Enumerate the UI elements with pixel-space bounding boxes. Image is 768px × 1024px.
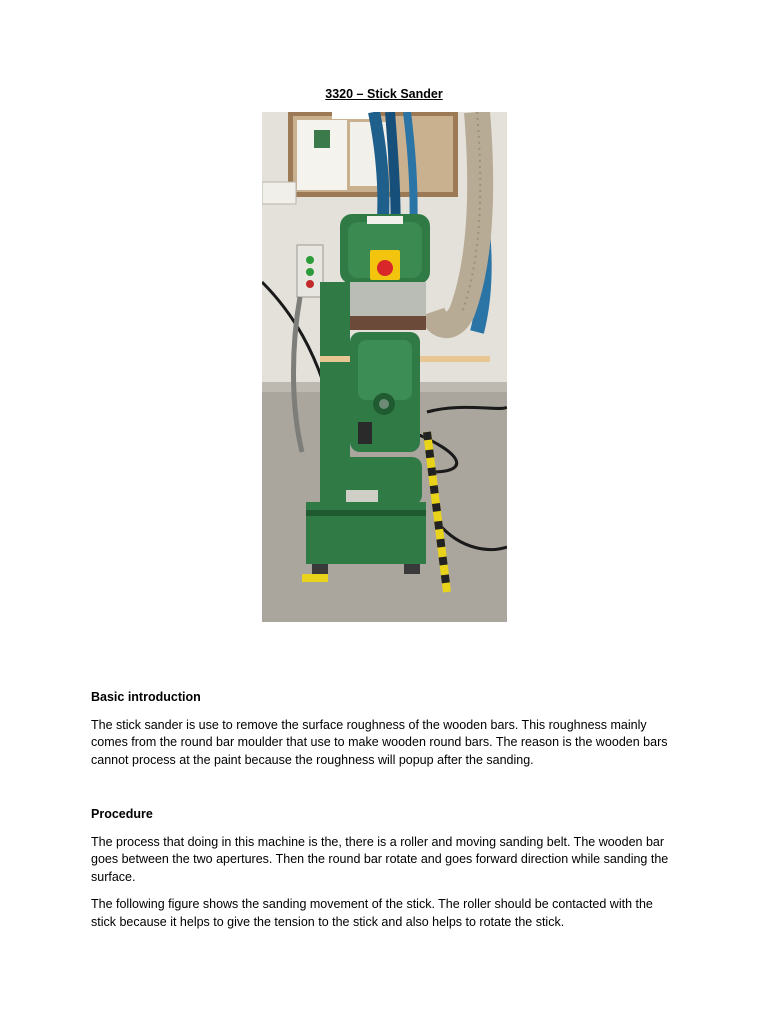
paragraph: The process that doing in this machine is the, there is a roller and moving sanding belt. The wooden bar goes between the two apertures. Then the round bar rotate and goes forward direction while sanding the surface.	[91, 834, 669, 884]
stick-sander-photo	[262, 112, 507, 622]
section-heading: Basic introduction	[91, 690, 201, 704]
paragraph: The stick sander is use to remove the surface roughness of the wooden bars. This roughness mainly comes from the round bar moulder that use to make wooden round bars. The reason is the wooden bars cannot process at the paint because the roughness will popup after the sanding.	[91, 717, 668, 767]
section-basic-introduction	[91, 689, 681, 769]
section-procedure	[91, 806, 681, 931]
section-heading: Procedure	[91, 807, 153, 821]
page-title: 3320 – Stick Sander	[325, 87, 443, 101]
paragraph: The following figure shows the sanding movement of the stick. The roller should be contacted with the stick because it helps to give the tension to the stick and also helps to rotate the stick.	[91, 897, 653, 929]
